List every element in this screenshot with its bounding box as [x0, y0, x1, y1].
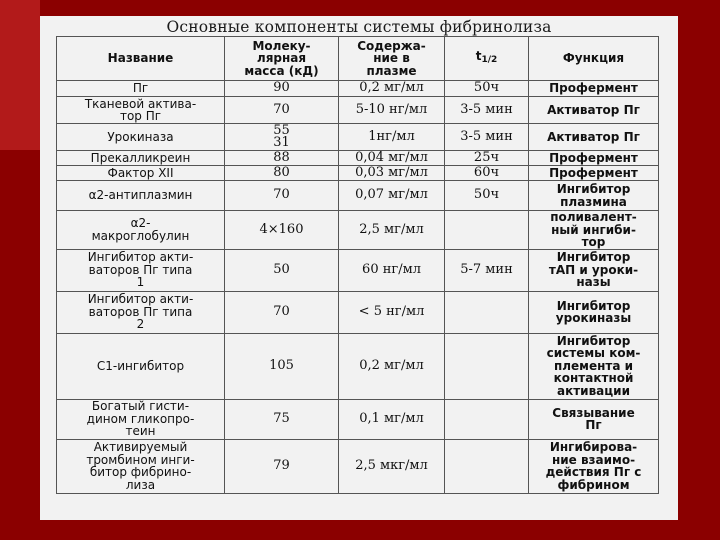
cell-half-life: 25ч — [445, 151, 529, 166]
table-row — [57, 151, 659, 166]
header-name: Название — [57, 37, 225, 81]
cell-content: 2,5 мкг/мл — [339, 439, 445, 493]
cell-half-life: 5-7 мин — [445, 249, 529, 291]
cell-function: Профермент — [529, 166, 659, 181]
cell-name: Активируемый тромбином инги- битор фибрино- лиза — [57, 439, 225, 493]
table-row — [57, 249, 659, 291]
cell-content: 2,5 мг/мл — [339, 211, 445, 250]
cell-mass: 88 — [225, 151, 339, 166]
cell-function: Активатор Пг — [529, 124, 659, 151]
cell-mass: 4×160 — [225, 211, 339, 250]
cell-half-life — [445, 333, 529, 399]
cell-mass: 75 — [225, 399, 339, 439]
cell-function: Активатор Пг — [529, 97, 659, 124]
cell-name: С1-ингибитор — [57, 333, 225, 399]
cell-half-life: 50ч — [445, 81, 529, 97]
cell-name: Богатый гисти- дином гликопро- теин — [57, 399, 225, 439]
cell-mass: 80 — [225, 166, 339, 181]
cell-content: 0,2 мг/мл — [339, 81, 445, 97]
cell-function: Ингибитор системы ком- племента и контактной активации — [529, 333, 659, 399]
cell-mass: 105 — [225, 333, 339, 399]
cell-name: Тканевой актива- тор Пг — [57, 97, 225, 124]
cell-name: Прекалликреин — [57, 151, 225, 166]
fibrinolysis-table — [56, 36, 659, 494]
cell-name: α2- макроглобулин — [57, 211, 225, 250]
cell-function: Профермент — [529, 151, 659, 166]
cell-content: 0,03 мг/мл — [339, 166, 445, 181]
table-row — [57, 97, 659, 124]
header-content: Содержа- ние в плазме — [339, 37, 445, 81]
cell-mass: 70 — [225, 181, 339, 211]
cell-function: Ингибирова- ние взаимо- действия Пг с фибрином — [529, 439, 659, 493]
cell-name: Ингибитор акти- ваторов Пг типа 1 — [57, 249, 225, 291]
cell-half-life — [445, 399, 529, 439]
cell-mass: 55 31 — [225, 124, 339, 151]
cell-half-life — [445, 439, 529, 493]
cell-function: Ингибитор плазмина — [529, 181, 659, 211]
table-row — [57, 181, 659, 211]
cell-half-life: 50ч — [445, 181, 529, 211]
table-row — [57, 166, 659, 181]
table-row — [57, 81, 659, 97]
cell-name: Фактор XII — [57, 166, 225, 181]
table-row — [57, 124, 659, 151]
header-half-life: $t_{1/2}$ — [445, 37, 529, 81]
table-body — [57, 81, 659, 494]
header-function: Функция — [529, 37, 659, 81]
cell-content: 0,04 мг/мл — [339, 151, 445, 166]
cell-function: Профермент — [529, 81, 659, 97]
table-row — [57, 399, 659, 439]
table-title: Основные компоненты системы фибринолиза — [166, 18, 552, 36]
slide — [40, 16, 678, 520]
table-row — [57, 439, 659, 493]
cell-function: Связывание Пг — [529, 399, 659, 439]
cell-function: Ингибитор тАП и уроки- назы — [529, 249, 659, 291]
cell-function: Ингибитор урокиназы — [529, 291, 659, 333]
cell-name: Пг — [57, 81, 225, 97]
cell-name: Урокиназа — [57, 124, 225, 151]
cell-content: 0,07 мг/мл — [339, 181, 445, 211]
header-row — [57, 37, 659, 81]
cell-half-life — [445, 211, 529, 250]
cell-mass: 70 — [225, 291, 339, 333]
cell-content: 1нг/мл — [339, 124, 445, 151]
cell-mass: 90 — [225, 81, 339, 97]
cell-mass: 79 — [225, 439, 339, 493]
table-row — [57, 333, 659, 399]
cell-half-life: 3-5 мин — [445, 124, 529, 151]
cell-function: поливалент- ный ингиби- тор — [529, 211, 659, 250]
cell-mass: 50 — [225, 249, 339, 291]
cell-content: 0,1 мг/мл — [339, 399, 445, 439]
header-mass: Молеку- лярная масса (кД) — [225, 37, 339, 81]
cell-content: 0,2 мг/мл — [339, 333, 445, 399]
cell-name: α2-антиплазмин — [57, 181, 225, 211]
cell-content: 60 нг/мл — [339, 249, 445, 291]
cell-half-life — [445, 291, 529, 333]
table-row — [57, 211, 659, 250]
cell-content: < 5 нг/мл — [339, 291, 445, 333]
cell-content: 5-10 нг/мл — [339, 97, 445, 124]
cell-half-life: 3-5 мин — [445, 97, 529, 124]
corner-accent — [0, 0, 40, 150]
cell-name: Ингибитор акти- ваторов Пг типа 2 — [57, 291, 225, 333]
cell-half-life: 60ч — [445, 166, 529, 181]
cell-mass: 70 — [225, 97, 339, 124]
table-row — [57, 291, 659, 333]
